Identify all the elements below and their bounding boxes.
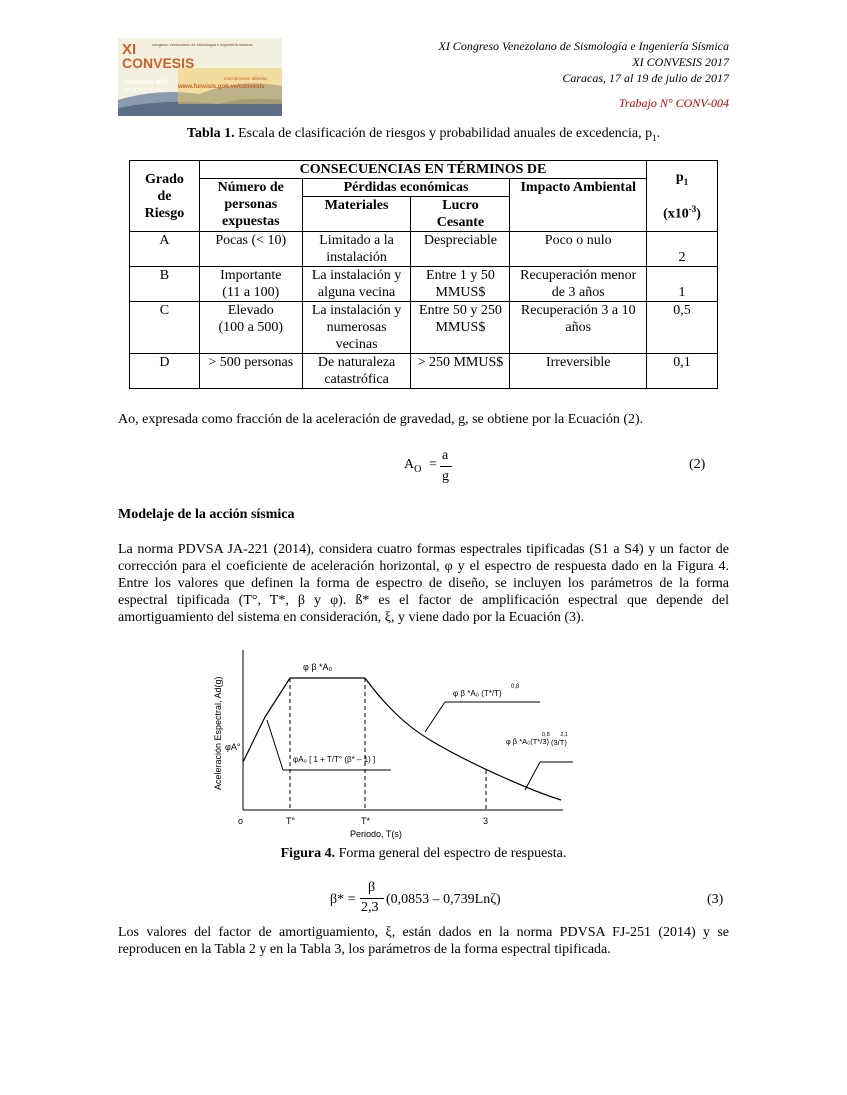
tick-t0: T°: [286, 816, 296, 826]
table-cell-line: instalación: [326, 250, 387, 265]
logo-sub: CONVESIS: [122, 55, 195, 71]
tail-mid: (3/T): [551, 738, 567, 747]
eq2-fraction-bar: [440, 466, 452, 467]
header-consecuencias: CONSECUENCIAS EN TÉRMINOS DE: [199, 161, 646, 179]
table-cell-p1: 0,1: [647, 354, 718, 389]
table-cell-line: > 250 MMUS$: [417, 355, 504, 370]
logo-main: XI: [122, 41, 137, 58]
y-axis-label: Aceleración Espectral, Ad(g): [213, 676, 223, 790]
x-axis-label: Periodo, T(s): [350, 829, 402, 839]
header-lucro-line: Lucro: [442, 198, 479, 213]
header-numero: [199, 179, 302, 232]
table-cell-line: Entre 1 y 50: [426, 268, 495, 283]
table1-caption: [0, 126, 847, 143]
phiA0-label: φA°: [225, 742, 241, 752]
header-p1-sub: 1: [683, 177, 689, 188]
table-cell-line: La instalación y: [311, 268, 402, 283]
table-row: [130, 302, 718, 354]
table-cell-impacto: [510, 354, 647, 389]
table-cell-p1: 0,5: [647, 302, 718, 354]
header-x10: (x10: [663, 206, 689, 222]
plateau-label: φ β *A₀: [303, 662, 333, 672]
logo-inscriptions: Inscripciones abiertas: [224, 76, 268, 81]
descend-label: φ β *A₀ (T*/T): [453, 689, 502, 698]
header-x10-end: ): [696, 206, 701, 222]
table-cell-line: Recuperación menor: [520, 268, 637, 283]
header-lucro-line: Cesante: [436, 215, 485, 230]
eq3-denominator: 2,3: [361, 900, 379, 915]
table-cell-lucro: [411, 302, 510, 354]
table-cell-line: (100 a 500): [218, 320, 284, 335]
logo-url: www.funvisis.gob.ve/convesis: [178, 84, 265, 90]
table-cell-grado: D: [130, 354, 200, 389]
table-cell-line: numerosas: [326, 320, 387, 335]
table-cell-grado: A: [130, 232, 200, 267]
table1-caption-end: .: [656, 126, 661, 141]
figure4-caption: [0, 846, 847, 862]
table1-caption-label: Tabla 1.: [186, 126, 235, 141]
table-cell-impacto: [510, 302, 647, 354]
figure-4-spectrum: [205, 650, 575, 840]
eq3-rhs: (0,0853 – 0,739Lnζ): [386, 892, 501, 907]
table-cell-lucro: [411, 354, 510, 389]
table-cell-line: Recuperación 3 a 10: [520, 303, 636, 318]
tail-exp2: 2,1: [560, 732, 568, 738]
table-cell-line: La instalación y: [311, 303, 402, 318]
table-cell-line: vecinas: [335, 337, 378, 352]
header-numero-line: expuestas: [222, 214, 280, 229]
section-title: Modelaje de la acción sísmica: [118, 507, 295, 522]
table-cell-lucro: [411, 232, 510, 267]
eq3-lhs: β* =: [330, 892, 356, 907]
header-impacto: Impacto Ambiental: [510, 179, 647, 232]
table-cell-materiales: [302, 354, 411, 389]
table-cell-line: de 3 años: [551, 285, 605, 300]
header-line-1: XI Congreso Venezolano de Sismología e Ingeniería Sísmica: [438, 39, 729, 53]
descend-leader: [425, 702, 445, 732]
tick-3: 3: [483, 816, 489, 826]
table1-caption-sub: 1: [652, 132, 657, 143]
eq2-number: (2): [689, 457, 706, 472]
table-cell-line: Elevado: [227, 303, 274, 318]
eq2-lhs: [404, 457, 421, 475]
table-cell-line: MMUS$: [435, 320, 486, 335]
eq3-number: (3): [707, 892, 724, 907]
table-row: [130, 267, 718, 302]
eq2-lhs-text: A: [404, 457, 415, 472]
header-perdidas: Pérdidas económicas: [302, 179, 510, 197]
table-cell-p1: 2: [647, 232, 718, 267]
table-cell-line: De naturaleza: [317, 355, 396, 370]
header-x10-sup: -3: [688, 204, 697, 215]
table-cell-personas: [199, 302, 302, 354]
table-cell-line: (11 a 100): [222, 285, 280, 300]
tail-exp1: 0,8: [542, 732, 550, 738]
eq2-numerator: a: [442, 448, 449, 463]
table-cell-lucro: [411, 267, 510, 302]
table-cell-grado: C: [130, 302, 200, 354]
table1-caption-text: Escala de clasificación de riesgos y probabilidad anuales de excedencia, p: [234, 126, 653, 141]
table-cell-line: Entre 50 y 250: [419, 303, 502, 318]
table-cell-impacto: [510, 232, 647, 267]
ramp-leader: [267, 720, 283, 770]
table-cell-materiales: [302, 232, 411, 267]
spectrum-ramp-plateau: [243, 678, 365, 762]
table-cell-line: años: [565, 320, 592, 335]
paragraph-3: Los valores del factor de amortiguamiento, ξ, están dados en la norma PDVSA FJ-251 (2014) y se reproducen en la Tabla 2 y en la Tabla 3, los parámetros de la forma espectral tipificada.: [118, 925, 729, 957]
table-cell-line: Poco o nulo: [544, 233, 612, 248]
table-cell-line: Importante: [220, 268, 282, 283]
eq3-numerator: β: [368, 880, 376, 895]
table-cell-p1: 1: [647, 267, 718, 302]
header-line-3: Caracas, 17 al 19 de julio de 2017: [562, 71, 729, 85]
header-grado-line: Riesgo: [144, 205, 185, 221]
header-numero-line: Número de: [217, 180, 284, 195]
table-cell-line: Limitado a la: [319, 233, 394, 248]
header-lucro: [411, 197, 510, 232]
header-p1: [647, 161, 718, 232]
tail-leader: [525, 762, 540, 790]
tick-tstar: T*: [361, 816, 370, 826]
logo-small-text: congreso venezolano de sismología e ingeniería sísmica: [152, 42, 253, 47]
header-grado-line: Grado: [144, 171, 184, 187]
table-cell-personas: [199, 354, 302, 389]
figure4-caption-text: Forma general del espectro de respuesta.: [335, 846, 567, 861]
paragraph-2: La norma PDVSA JA-221 (2014), considera cuatro formas espectrales tipificadas (S1 a S4) y un factor de corrección para el coeficiente de aceleración horizontal, φ y el espectro de respuesta dado en la Figura 4. Entre los valores que definen la forma de espectro de diseño, se incluyen los parámetros de la forma espectral tipificada (T°, T*, β y φ). ß* es el factor de amplificación espectral que depende del amortiguamiento del sistema en consideración, ξ, y viene dado por la Ecuación (3).: [118, 542, 729, 625]
eq2-lhs-sub: O: [414, 463, 422, 475]
eq3-fraction-bar: [360, 898, 384, 899]
table-cell-line: catastrófica: [324, 372, 389, 387]
origin-label: o: [238, 816, 244, 826]
table-cell-materiales: [302, 302, 411, 354]
table-cell-line: alguna vecina: [317, 285, 396, 300]
table-cell-personas: [199, 232, 302, 267]
table-cell-line: > 500 personas: [208, 355, 294, 370]
descend-exp: 0,8: [511, 684, 520, 690]
table-row: [130, 354, 718, 389]
ramp-label: φA₀ [ 1 + T/T° (β* – 1) ]: [293, 755, 376, 764]
eq2-denominator: g: [442, 469, 449, 484]
logo-city: CARACAS 2017: [124, 80, 170, 86]
equation-2: [404, 446, 464, 490]
table-cell-line: Pocas (< 10): [215, 233, 287, 248]
header-materiales: Materiales: [302, 197, 411, 232]
equation-3: [330, 880, 570, 920]
congress-logo: [118, 38, 282, 116]
table-cell-line: Despreciable: [423, 233, 497, 248]
table-cell-personas: [199, 267, 302, 302]
logo-dates: Del 17 al 19 de julio: [124, 87, 164, 92]
table-cell-materiales: [302, 267, 411, 302]
paper-id: Trabajo N° CONV-004: [618, 96, 729, 110]
paragraph-1: Ao, expresada como fracción de la aceleración de gravedad, g, se obtiene por la Ecuación (2).: [118, 412, 644, 427]
figure4-caption-label: Figura 4.: [280, 846, 336, 861]
header-line-2: XI CONVESIS 2017: [632, 55, 729, 69]
eq2-equals: =: [429, 457, 437, 472]
header-p1-label: p: [675, 170, 684, 186]
table-cell-impacto: [510, 267, 647, 302]
header-numero-line: personas: [224, 197, 278, 212]
header-grado: [130, 161, 200, 232]
table-cell-line: Irreversible: [545, 355, 611, 370]
table-row: [130, 232, 718, 267]
table-cell-grado: B: [130, 267, 200, 302]
table-cell-line: MMUS$: [435, 285, 486, 300]
header-grado-line: de: [157, 188, 172, 204]
tail-label: φ β *A₀(T*/3): [505, 737, 549, 746]
risk-table: [129, 160, 718, 389]
